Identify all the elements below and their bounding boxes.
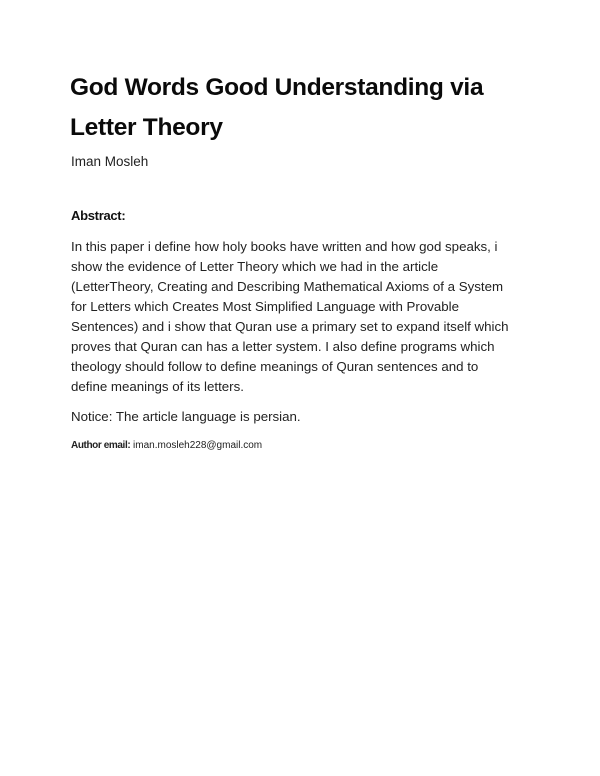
document-title <box>70 68 483 148</box>
author-email-line <box>71 440 262 451</box>
abstract-line: proves that Quran can has a letter system. I also define programs which <box>71 339 495 354</box>
language-notice: Notice: The article language is persian. <box>71 409 301 424</box>
title-line: God Words Good Understanding via <box>70 74 484 101</box>
author-name: Iman Mosleh <box>71 154 149 169</box>
abstract-line: for Letters which Creates Most Simplified Language with Provable <box>71 299 460 314</box>
abstract-line: show the evidence of Letter Theory which we had in the article <box>71 259 439 274</box>
abstract-line: (LetterTheory, Creating and Describing Mathematical Axioms of a System <box>71 279 504 294</box>
abstract-line: theology should follow to define meanings of Quran sentences and to <box>71 359 479 374</box>
abstract-line: Sentences) and i show that Quran use a primary set to expand itself which <box>71 319 509 334</box>
abstract-line: In this paper i define how holy books have written and how god speaks, i <box>71 239 498 254</box>
abstract-line: define meanings of its letters. <box>71 379 244 394</box>
author-email-label: Author email: <box>71 440 131 451</box>
title-line: Letter Theory <box>70 114 223 141</box>
abstract-paragraph <box>71 237 509 397</box>
abstract-heading: Abstract: <box>71 208 126 223</box>
author-email: iman.mosleh228@gmail.com <box>133 440 263 451</box>
